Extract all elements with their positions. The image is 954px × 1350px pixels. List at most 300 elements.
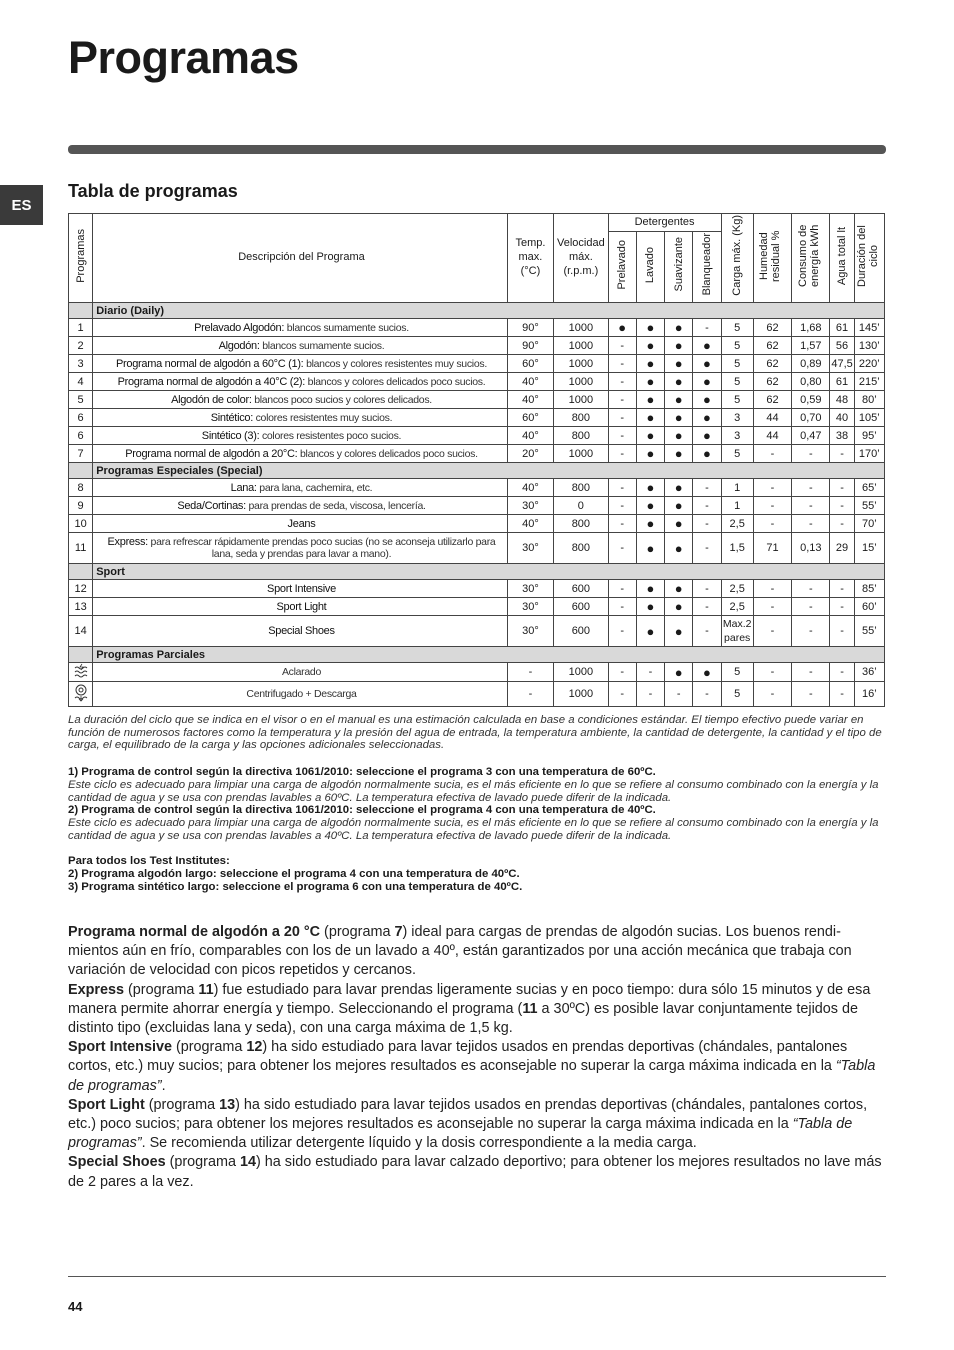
lavado-cell: ● xyxy=(636,479,664,497)
agua-cell: - xyxy=(830,598,854,616)
program-number: 6 xyxy=(69,409,93,427)
program-description xyxy=(93,479,508,497)
lavado-cell: ● xyxy=(636,319,664,337)
prelavado-cell: - xyxy=(608,616,636,647)
header-duracion: Duración del ciclo xyxy=(854,214,884,303)
lavado-cell: ● xyxy=(636,427,664,445)
speed-cell: 800 xyxy=(554,515,608,533)
duracion-cell: 85’ xyxy=(854,580,884,598)
table-row xyxy=(69,598,885,616)
speed-cell: 800 xyxy=(554,479,608,497)
carga-cell: 2,5 xyxy=(721,598,753,616)
program-note: blancos y colores delicados poco sucios. xyxy=(305,375,486,388)
header-blanqueador: Blanqueador xyxy=(693,232,721,303)
desc-special-shoes: Special Shoes (programa 14) ha sido estudiado para lavar calzado deportivo; para obtener los mejores resultados no lave más de 2 pares a la vez. xyxy=(68,1154,882,1190)
section-title: Tabla de programas xyxy=(68,181,238,201)
humedad-cell: - xyxy=(753,479,791,497)
prelavado-cell: - xyxy=(608,355,636,373)
speed-cell: 1000 xyxy=(554,355,608,373)
program-name: Express: xyxy=(107,536,148,548)
temp-cell: 60° xyxy=(507,355,553,373)
table-row xyxy=(69,427,885,445)
temp-cell: 30° xyxy=(507,598,553,616)
program-name: Prelavado Algodón: xyxy=(194,321,285,334)
program-description xyxy=(93,682,508,707)
speed-cell: 1000 xyxy=(554,391,608,409)
lavado-cell: ● xyxy=(636,409,664,427)
carga-cell: 5 xyxy=(721,319,753,337)
program-icon-cell xyxy=(69,682,93,707)
header-prelavado: Prelavado xyxy=(608,232,636,303)
prelavado-cell: - xyxy=(608,682,636,707)
agua-cell: - xyxy=(830,479,854,497)
desc-program-7: Programa normal de algodón a 20 °C (programa 7) ideal para cargas de prendas de algodón sucias. Los buenos rendi-mientos aún en frío, comparables con los de un lavado a 40º, están garantizados por una acción mecánica que trabaja con variación de velocidad con picos repetidos y cercanos. xyxy=(68,924,852,979)
program-description xyxy=(93,445,508,463)
program-icon-cell xyxy=(69,663,93,682)
carga-cell: 5 xyxy=(721,355,753,373)
carga-cell: 1 xyxy=(721,497,753,515)
agua-cell: - xyxy=(830,682,854,707)
consumo-cell: - xyxy=(792,497,830,515)
spin-drain-icon xyxy=(73,684,89,704)
prelavado-cell: - xyxy=(608,373,636,391)
blanqueador-cell: ● xyxy=(693,337,721,355)
title-divider xyxy=(68,145,886,154)
speed-cell: 1000 xyxy=(554,663,608,682)
program-description xyxy=(93,409,508,427)
agua-cell: - xyxy=(830,445,854,463)
test-institutes-3: 3) Programa sintético largo: seleccione el programa 6 con una temperatura de 40ºC. xyxy=(68,881,523,893)
consumo-cell: - xyxy=(792,598,830,616)
lavado-cell: ● xyxy=(636,391,664,409)
program-description xyxy=(93,598,508,616)
program-number: 6 xyxy=(69,427,93,445)
blanqueador-cell: - xyxy=(693,682,721,707)
program-name: Seda/Cortinas: xyxy=(177,499,246,512)
humedad-cell: 62 xyxy=(753,319,791,337)
table-row xyxy=(69,580,885,598)
table-row xyxy=(69,533,885,564)
lavado-cell: ● xyxy=(636,497,664,515)
program-name: Sintético (3): xyxy=(201,429,260,442)
agua-cell: - xyxy=(830,663,854,682)
header-programas: Programas xyxy=(69,214,93,303)
prelavado-cell: ● xyxy=(608,319,636,337)
carga-cell: 5 xyxy=(721,337,753,355)
consumo-cell: 1,57 xyxy=(792,337,830,355)
lavado-cell: ● xyxy=(636,616,664,647)
temp-cell: - xyxy=(507,663,553,682)
program-description xyxy=(93,663,508,682)
header-temp: Temp. max. (°C) xyxy=(507,214,553,303)
prelavado-cell: - xyxy=(608,580,636,598)
suavizante-cell: ● xyxy=(665,515,693,533)
prelavado-cell: - xyxy=(608,427,636,445)
blanqueador-cell: ● xyxy=(693,409,721,427)
carga-cell: 5 xyxy=(721,373,753,391)
blanqueador-cell: ● xyxy=(693,663,721,682)
humedad-cell: - xyxy=(753,515,791,533)
prelavado-cell: - xyxy=(608,409,636,427)
blanqueador-cell: - xyxy=(693,598,721,616)
suavizante-cell: ● xyxy=(665,373,693,391)
prelavado-cell: - xyxy=(608,497,636,515)
program-number: 5 xyxy=(69,391,93,409)
speed-cell: 1000 xyxy=(554,445,608,463)
section-row-parciales: Programas Parciales xyxy=(69,647,885,663)
suavizante-cell: ● xyxy=(665,337,693,355)
page-number: 44 xyxy=(68,1299,83,1314)
program-description xyxy=(93,319,508,337)
temp-cell: 30° xyxy=(507,497,553,515)
speed-cell: 800 xyxy=(554,533,608,564)
consumo-cell: - xyxy=(792,580,830,598)
program-number: 10 xyxy=(69,515,93,533)
temp-cell: 40° xyxy=(507,427,553,445)
prelavado-cell: - xyxy=(608,598,636,616)
desc-sport-intensive: Sport Intensive (programa 12) ha sido estudiado para lavar tejidos usados en prendas deportivas (chándales, pantalones cortos, etc.) muy sucios; para obtener los mejores resultados es aconsejable no superar la carga máxima indicada en la “Tabla de programas”. xyxy=(68,1039,876,1094)
program-name: Sport Intensive xyxy=(267,582,336,595)
agua-cell: - xyxy=(830,497,854,515)
lavado-cell: ● xyxy=(636,598,664,616)
program-description xyxy=(93,515,508,533)
humedad-cell: - xyxy=(753,445,791,463)
speed-cell: 1000 xyxy=(554,373,608,391)
lavado-cell: ● xyxy=(636,355,664,373)
suavizante-cell: ● xyxy=(665,427,693,445)
program-name: Lana: xyxy=(230,481,257,494)
program-note: blancos poco sucios y colores delicados. xyxy=(251,393,432,406)
program-description xyxy=(93,497,508,515)
program-note: colores resistentes muy sucios. xyxy=(252,411,393,424)
temp-cell: 30° xyxy=(507,533,553,564)
agua-cell: - xyxy=(830,515,854,533)
section-row-diario: Diario (Daily) xyxy=(69,303,885,319)
lavado-cell: ● xyxy=(636,515,664,533)
note-2-text: Este ciclo es adecuado para limpiar una carga de algodón normalmente sucia, es el más eficiente en lo que se refiere al consumo combinado con la energía y la cantidad de agua y se usa con prendas lavables a 40ºC. La temperatura efectiva de lavado puede diferir de la indicada. xyxy=(68,817,879,842)
carga-cell: 1,5 xyxy=(721,533,753,564)
lavado-cell: ● xyxy=(636,580,664,598)
program-number: 1 xyxy=(69,319,93,337)
duracion-cell: 145’ xyxy=(854,319,884,337)
note-1-text: Este ciclo es adecuado para limpiar una carga de algodón normalmente sucia, es el más eficiente en lo que se refiere al consumo combinado con la energía y la cantidad de agua y se usa con prendas lavables a 60ºC. La temperatura efectiva de lavado puede diferir de la indicada. xyxy=(68,779,879,804)
agua-cell: 38 xyxy=(830,427,854,445)
program-note: colores resistentes poco sucios. xyxy=(259,429,402,442)
lavado-cell: - xyxy=(636,663,664,682)
agua-cell: - xyxy=(830,580,854,598)
program-number: 7 xyxy=(69,445,93,463)
section-row-sport: Sport xyxy=(69,564,885,580)
footer-divider xyxy=(68,1276,886,1277)
temp-cell: 30° xyxy=(507,616,553,647)
program-description xyxy=(93,373,508,391)
program-note: para lana, cachemira, etc. xyxy=(256,481,373,494)
blanqueador-cell: - xyxy=(693,479,721,497)
consumo-cell: 0,80 xyxy=(792,373,830,391)
duracion-cell: 16’ xyxy=(854,682,884,707)
lavado-cell: ● xyxy=(636,373,664,391)
temp-cell: 90° xyxy=(507,319,553,337)
speed-cell: 0 xyxy=(554,497,608,515)
humedad-cell: 44 xyxy=(753,427,791,445)
temp-cell: 40° xyxy=(507,373,553,391)
program-number: 13 xyxy=(69,598,93,616)
agua-cell: - xyxy=(830,616,854,647)
test-institutes-title: Para todos los Test Institutes: xyxy=(68,855,230,867)
agua-cell: 47,5 xyxy=(830,355,854,373)
lavado-cell: ● xyxy=(636,337,664,355)
suavizante-cell: ● xyxy=(665,479,693,497)
table-row xyxy=(69,409,885,427)
suavizante-cell: ● xyxy=(665,497,693,515)
duracion-cell: 170’ xyxy=(854,445,884,463)
temp-cell: - xyxy=(507,682,553,707)
program-name: Algodón: xyxy=(218,339,260,352)
blanqueador-cell: - xyxy=(693,497,721,515)
blanqueador-cell: - xyxy=(693,515,721,533)
speed-cell: 1000 xyxy=(554,319,608,337)
blanqueador-cell: ● xyxy=(693,373,721,391)
program-description xyxy=(93,427,508,445)
carga-cell: 2,5 xyxy=(721,580,753,598)
header-suavizante: Suavizante xyxy=(665,232,693,303)
program-note: Aclarado xyxy=(281,666,321,678)
program-description xyxy=(93,580,508,598)
suavizante-cell: ● xyxy=(665,598,693,616)
program-descriptions xyxy=(68,923,886,1192)
duracion-cell: 130’ xyxy=(854,337,884,355)
header-descripcion: Descripción del Programa xyxy=(93,214,508,303)
table-row xyxy=(69,497,885,515)
program-note: para prendas de seda, viscosa, lencería. xyxy=(245,499,426,512)
suavizante-cell: ● xyxy=(665,319,693,337)
table-row xyxy=(69,355,885,373)
programs-table xyxy=(68,213,885,707)
duracion-cell: 220’ xyxy=(854,355,884,373)
consumo-cell: - xyxy=(792,663,830,682)
table-row xyxy=(69,319,885,337)
header-humedad: Humedad residual % xyxy=(753,214,791,303)
header-carga: Carga máx. (Kg) xyxy=(721,214,753,303)
program-description xyxy=(93,533,508,564)
program-name: Sport Light xyxy=(276,600,327,613)
agua-cell: 29 xyxy=(830,533,854,564)
page-title: Programas xyxy=(68,32,299,83)
humedad-cell: 62 xyxy=(753,391,791,409)
program-number: 2 xyxy=(69,337,93,355)
header-velocidad: Velocidad máx. (r.p.m.) xyxy=(554,214,608,303)
section-row-especiales: Programas Especiales (Special) xyxy=(69,463,885,479)
lavado-cell: - xyxy=(636,682,664,707)
lavado-cell: ● xyxy=(636,445,664,463)
suavizante-cell: ● xyxy=(665,580,693,598)
duracion-cell: 55’ xyxy=(854,616,884,647)
prelavado-cell: - xyxy=(608,479,636,497)
speed-cell: 600 xyxy=(554,598,608,616)
consumo-cell: - xyxy=(792,515,830,533)
temp-cell: 90° xyxy=(507,337,553,355)
carga-cell: 5 xyxy=(721,682,753,707)
consumo-cell: 0,59 xyxy=(792,391,830,409)
prelavado-cell: - xyxy=(608,445,636,463)
duracion-cell: 95’ xyxy=(854,427,884,445)
temp-cell: 40° xyxy=(507,391,553,409)
table-row xyxy=(69,391,885,409)
program-description xyxy=(93,391,508,409)
suavizante-cell: ● xyxy=(665,616,693,647)
program-note: blancos y colores delicados poco sucios. xyxy=(297,447,478,460)
prelavado-cell: - xyxy=(608,391,636,409)
prelavado-cell: - xyxy=(608,663,636,682)
duracion-cell: 70’ xyxy=(854,515,884,533)
humedad-cell: - xyxy=(753,663,791,682)
humedad-cell: 71 xyxy=(753,533,791,564)
header-detergentes: Detergentes xyxy=(608,214,721,232)
temp-cell: 60° xyxy=(507,409,553,427)
duracion-cell: 15’ xyxy=(854,533,884,564)
carga-cell: 5 xyxy=(721,445,753,463)
program-name: Sintético: xyxy=(210,411,253,424)
temp-cell: 30° xyxy=(507,580,553,598)
speed-cell: 800 xyxy=(554,427,608,445)
agua-cell: 56 xyxy=(830,337,854,355)
carga-cell: 2,5 xyxy=(721,515,753,533)
consumo-cell: 0,70 xyxy=(792,409,830,427)
humedad-cell: - xyxy=(753,682,791,707)
blanqueador-cell: ● xyxy=(693,427,721,445)
suavizante-cell: - xyxy=(665,682,693,707)
humedad-cell: 62 xyxy=(753,355,791,373)
temp-cell: 40° xyxy=(507,479,553,497)
blanqueador-cell: ● xyxy=(693,391,721,409)
program-number: 9 xyxy=(69,497,93,515)
suavizante-cell: ● xyxy=(665,355,693,373)
humedad-cell: - xyxy=(753,580,791,598)
suavizante-cell: ● xyxy=(665,445,693,463)
carga-cell: 3 xyxy=(721,409,753,427)
duracion-cell: 65’ xyxy=(854,479,884,497)
table-row xyxy=(69,682,885,707)
carga-cell: 5 xyxy=(721,391,753,409)
blanqueador-cell: - xyxy=(693,580,721,598)
duracion-cell: 55’ xyxy=(854,497,884,515)
table-row xyxy=(69,616,885,647)
speed-cell: 600 xyxy=(554,616,608,647)
humedad-cell: - xyxy=(753,616,791,647)
program-number: 3 xyxy=(69,355,93,373)
speed-cell: 1000 xyxy=(554,337,608,355)
suavizante-cell: ● xyxy=(665,533,693,564)
desc-express: Express (programa 11) fue estudiado para lavar prendas ligeramente sucias y en poco tiempo: dura sólo 15 minutos y de esa manera permite ahorrar energía y tiempo. Seleccionando el programa (11 a 30ºC) es posible lavar conjuntamente tejidos de distinto tipo (excluidas lana y seda), con una carga máxima de 1,5 kg. xyxy=(68,981,871,1037)
humedad-cell: - xyxy=(753,497,791,515)
table-row xyxy=(69,663,885,682)
program-name: Programa normal de algodón a 60°C (1): xyxy=(116,357,304,370)
humedad-cell: - xyxy=(753,598,791,616)
program-number: 8 xyxy=(69,479,93,497)
humedad-cell: 62 xyxy=(753,337,791,355)
prelavado-cell: - xyxy=(608,337,636,355)
speed-cell: 800 xyxy=(554,409,608,427)
consumo-cell: - xyxy=(792,479,830,497)
header-lavado: Lavado xyxy=(636,232,664,303)
prelavado-cell: - xyxy=(608,515,636,533)
program-number: 12 xyxy=(69,580,93,598)
table-row xyxy=(69,373,885,391)
program-number: 14 xyxy=(69,616,93,647)
temp-cell: 20° xyxy=(507,445,553,463)
consumo-cell: - xyxy=(792,616,830,647)
language-tab: ES xyxy=(0,185,43,225)
temp-cell: 40° xyxy=(507,515,553,533)
consumo-cell: 0,89 xyxy=(792,355,830,373)
prelavado-cell: - xyxy=(608,533,636,564)
header-consumo: Consumo de energía kWh xyxy=(792,214,830,303)
blanqueador-cell: - xyxy=(693,616,721,647)
desc-sport-light: Sport Light (programa 13) ha sido estudiado para lavar tejidos usados en prendas deportivas (chándales, pantalones cortos, etc.) poco sucios; para obtener los mejores resultados es aconsejable no superar la carga máxima indicada en la “Tabla de programas”. Se recomienda utilizar detergente líquido y la dosis correspondiente a la media carga. xyxy=(68,1096,868,1152)
duracion-cell: 215’ xyxy=(854,373,884,391)
carga-cell: Max.2 pares xyxy=(721,616,753,647)
blanqueador-cell: - xyxy=(693,533,721,564)
consumo-cell: - xyxy=(792,682,830,707)
program-note: blancos y colores resistentes muy sucios. xyxy=(303,357,487,370)
consumo-cell: - xyxy=(792,445,830,463)
test-institutes-2: 2) Programa algodón largo: seleccione el programa 4 con una temperatura de 40ºC. xyxy=(68,868,520,880)
rinse-icon xyxy=(73,663,89,680)
program-description xyxy=(93,355,508,373)
program-note: blancos sumamente sucios. xyxy=(259,339,385,352)
consumo-cell: 0,13 xyxy=(792,533,830,564)
program-name: Algodón de color: xyxy=(171,393,252,406)
duracion-cell: 105’ xyxy=(854,409,884,427)
note-1-title: 1) Programa de control según la directiva 1061/2010: seleccione el programa 3 con una temperatura de 60ºC. xyxy=(68,766,656,778)
program-name: Programa normal de algodón a 20°C: xyxy=(125,447,298,460)
carga-cell: 1 xyxy=(721,479,753,497)
agua-cell: 61 xyxy=(830,319,854,337)
consumo-cell: 0,47 xyxy=(792,427,830,445)
carga-cell: 5 xyxy=(721,663,753,682)
note-2-title: 2) Programa de control según la directiva 1061/2010: seleccione el programa 4 con una temperatura de 40ºC. xyxy=(68,804,656,816)
program-note: blancos sumamente sucios. xyxy=(284,321,409,334)
program-description xyxy=(93,616,508,647)
blanqueador-cell: - xyxy=(693,319,721,337)
program-number: 11 xyxy=(69,533,93,564)
speed-cell: 1000 xyxy=(554,682,608,707)
table-row xyxy=(69,479,885,497)
duracion-cell: 36’ xyxy=(854,663,884,682)
humedad-cell: 44 xyxy=(753,409,791,427)
table-row xyxy=(69,445,885,463)
humedad-cell: 62 xyxy=(753,373,791,391)
suavizante-cell: ● xyxy=(665,391,693,409)
consumo-cell: 1,68 xyxy=(792,319,830,337)
program-number: 4 xyxy=(69,373,93,391)
duracion-cell: 60’ xyxy=(854,598,884,616)
program-name: Special Shoes xyxy=(268,625,335,637)
blanqueador-cell: ● xyxy=(693,445,721,463)
carga-cell: 3 xyxy=(721,427,753,445)
suavizante-cell: ● xyxy=(665,663,693,682)
program-note: Centrifugado + Descarga xyxy=(246,688,357,700)
table-row xyxy=(69,337,885,355)
blanqueador-cell: ● xyxy=(693,355,721,373)
cycle-duration-note: La duración del ciclo que se indica en el visor o en el manual es una estimación calculada en base a condiciones estándar. El tiempo efectivo puede variar en función de numerosos factores como la temperatura y la presión del agua de entrada, la temperatura ambiente, la cantidad de detergente, la cantidad y el tipo de carga, el equilibrado de la carga y las opciones adicionales seleccionadas. xyxy=(68,714,882,752)
table-row xyxy=(69,515,885,533)
agua-cell: 40 xyxy=(830,409,854,427)
suavizante-cell: ● xyxy=(665,409,693,427)
agua-cell: 61 xyxy=(830,373,854,391)
program-note: para refrescar rápidamente prendas poco sucias (no se aconseja utilizarlo para lana, seda y prendas para lavar a mano). xyxy=(147,536,496,560)
duracion-cell: 80’ xyxy=(854,391,884,409)
